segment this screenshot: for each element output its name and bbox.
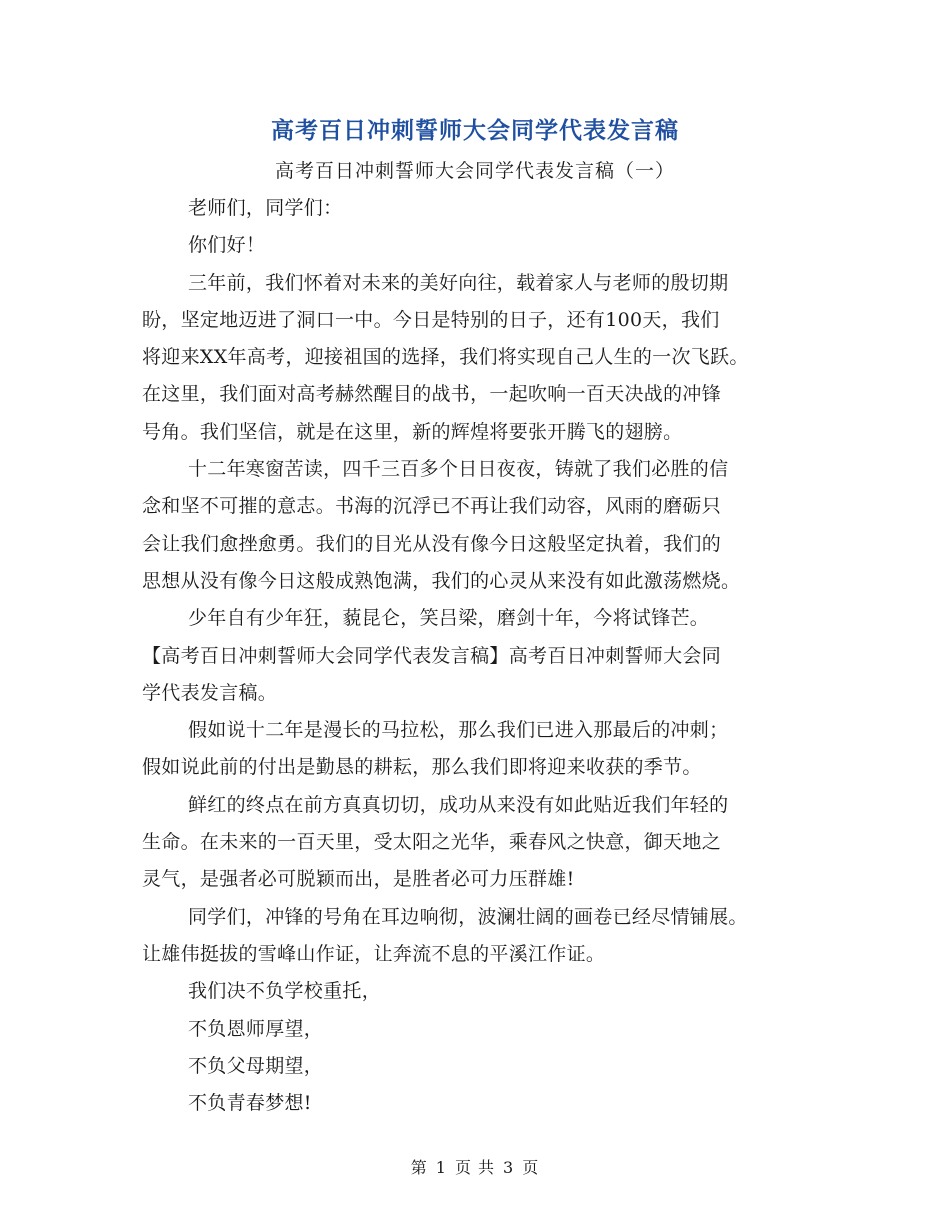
paragraph-line: 鲜红的终点在前方真真切切，成功从来没有如此贴近我们年轻的	[188, 793, 729, 816]
page-total: 3	[503, 1158, 515, 1177]
page-number: 1	[435, 1158, 447, 1177]
paragraph-line: 假如说十二年是漫长的马拉松，那么我们已进入那最后的冲刺；	[188, 719, 729, 742]
document-title: 高考百日冲刺誓师大会同学代表发言稿	[271, 118, 679, 144]
paragraph-line: 同学们，冲锋的号角在耳边响彻，波澜壮阔的画卷已经尽情铺展。	[188, 905, 748, 928]
page-suffix: 页	[522, 1158, 540, 1177]
paragraph-line: 学代表发言稿。	[142, 681, 278, 704]
paragraph-line: 号角。我们坚信，就是在这里，新的辉煌将要张开腾飞的翅膀。	[142, 420, 683, 443]
greeting-line: 你们好！	[188, 234, 266, 257]
salutation-line: 老师们，同学们：	[188, 197, 343, 219]
paragraph-line: 十二年寒窗苦读，四千三百多个日日夜夜，铸就了我们必胜的信	[188, 458, 729, 481]
page-footer	[0, 1155, 950, 1178]
document-subtitle: 高考百日冲刺誓师大会同学代表发言稿（一）	[274, 160, 675, 182]
paragraph-line: 让雄伟挺拔的雪峰山作证，让奔流不息的平溪江作证。	[142, 942, 606, 965]
paragraph-line: 假如说此前的付出是勤恳的耕耘，那么我们即将迎来收获的季节。	[142, 756, 702, 779]
paragraph-line: 灵气，是强者必可脱颖而出，是胜者必可力压群雄!	[142, 868, 575, 891]
paragraph-line: 思想从没有像今日这般成熟饱满，我们的心灵从来没有如此激荡燃烧。	[142, 569, 741, 592]
page-middle: 页 共	[454, 1158, 496, 1177]
pledge-line: 不负父母期望，	[188, 1054, 324, 1077]
paragraph-line: 在这里，我们面对高考赫然醒目的战书，一起吹响一百天决战的冲锋	[142, 383, 722, 406]
pledge-line: 我们决不负学校重托，	[188, 980, 382, 1003]
pledge-line: 不负恩师厚望，	[188, 1017, 324, 1040]
paragraph-line: 将迎来XX年高考，迎接祖国的选择，我们将实现自己人生的一次飞跃。	[142, 346, 749, 369]
paragraph-line: 盼，坚定地迈进了洞口一中。今日是特别的日子，还有100天，我们	[142, 308, 720, 331]
paragraph-line: 生命。在未来的一百天里，受太阳之光华，乘春风之快意，御天地之	[142, 831, 722, 854]
paragraph-line: 少年自有少年狂，藐昆仑，笑吕梁，磨剑十年，今将试锋芒。	[188, 607, 710, 630]
paragraph-line: 会让我们愈挫愈勇。我们的目光从没有像今日这般坚定执着，我们的	[142, 532, 722, 555]
document-body	[142, 190, 822, 1122]
paragraph-line: 三年前，我们怀着对未来的美好向往，载着家人与老师的殷切期	[188, 271, 729, 294]
page-prefix: 第	[410, 1158, 428, 1177]
paragraph-line: 【高考百日冲刺誓师大会同学代表发言稿】高考百日冲刺誓师大会同	[142, 644, 722, 667]
pledge-line: 不负青春梦想!	[188, 1092, 312, 1115]
paragraph-line: 念和坚不可摧的意志。书海的沉浮已不再让我们动容，风雨的磨砺只	[142, 495, 722, 518]
